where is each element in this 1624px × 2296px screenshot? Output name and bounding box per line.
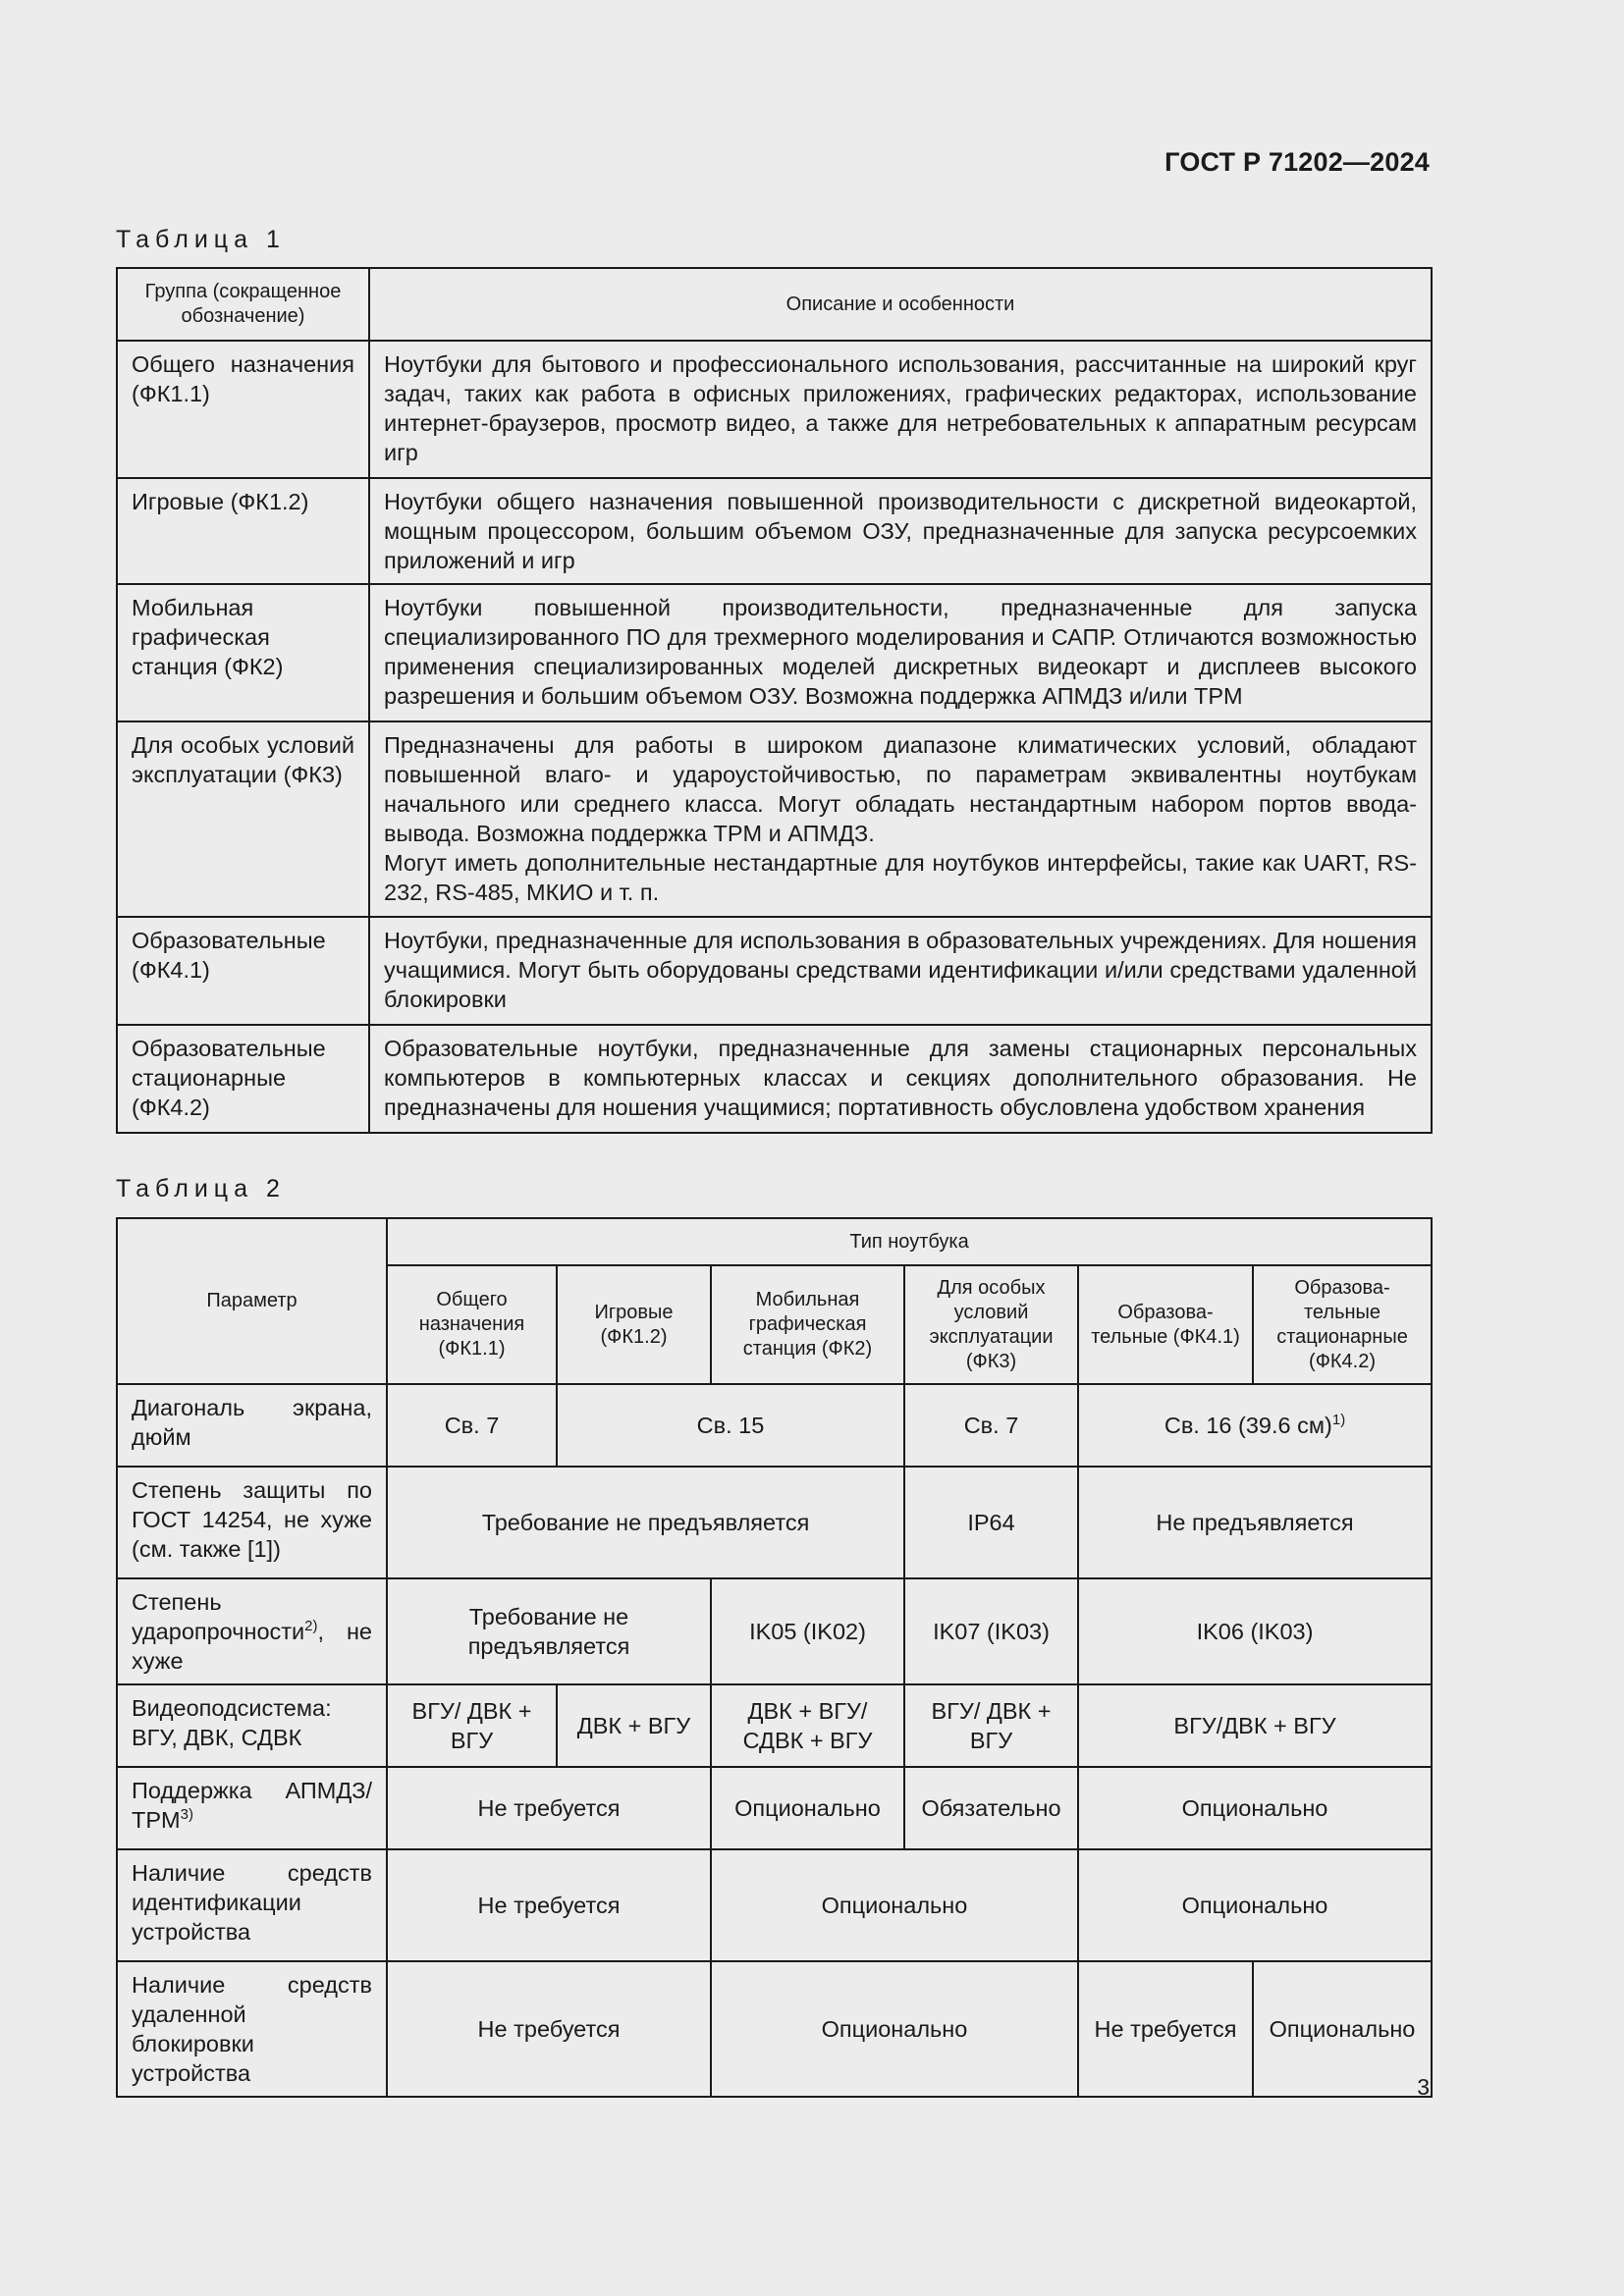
value-cell: Опционально bbox=[711, 1767, 904, 1849]
value-cell: Св. 7 bbox=[904, 1384, 1078, 1467]
value-cell: Обязательно bbox=[904, 1767, 1078, 1849]
parameter-cell: Степень защиты по ГОСТ 14254, не хуже (см. также [1]) bbox=[117, 1467, 387, 1578]
table2-header-row bbox=[117, 1218, 1432, 1265]
table1-caption: Таблица 1 bbox=[116, 226, 286, 253]
value-cell: IP64 bbox=[904, 1467, 1078, 1578]
value-cell: Не требуется bbox=[387, 1849, 711, 1961]
description-paragraph: Могут иметь дополнительные нестандартные для ноутбуков интерфейсы, такие как UART, RS-232, RS-485, МКИО и т. п. bbox=[384, 850, 1417, 905]
value-cell: IK05 (IK02) bbox=[711, 1578, 904, 1684]
type-header-fk3: Для особых условий эксплуатации (ФК3) bbox=[904, 1265, 1078, 1384]
table-row bbox=[117, 1684, 1432, 1767]
parameter-cell bbox=[117, 1767, 387, 1849]
value-text: Св. 16 (39.6 см) bbox=[1164, 1413, 1332, 1438]
page-number: 3 bbox=[1417, 2074, 1430, 2100]
type-header-fk11: Общего назначения (ФК1.1) bbox=[387, 1265, 557, 1384]
table2-header-parameter: Параметр bbox=[117, 1218, 387, 1384]
table-row bbox=[117, 1025, 1432, 1133]
parameter-text: , не хуже bbox=[132, 1619, 372, 1674]
value-cell: Не предъявляется bbox=[1078, 1467, 1432, 1578]
table1-header-description: Описание и особенности bbox=[369, 268, 1432, 341]
type-header-fk41: Образова-тельные (ФК4.1) bbox=[1078, 1265, 1253, 1384]
value-cell: IK07 (IK03) bbox=[904, 1578, 1078, 1684]
table-row bbox=[117, 341, 1432, 478]
value-cell: Св. 15 bbox=[557, 1384, 904, 1467]
value-cell: Требование не предъявляется bbox=[387, 1578, 711, 1684]
description-cell: Ноутбуки для бытового и профессионального использования, рассчитанные на широкий круг задач, таких как работа в офисных приложениях, графических редакторах, использование интернет-браузеров, просмотр видео, а также для нетребовательных к аппаратным ресурсам игр bbox=[369, 341, 1432, 478]
value-cell: ДВК + ВГУ/ СДВК + ВГУ bbox=[711, 1684, 904, 1767]
table-row bbox=[117, 721, 1432, 917]
table-row bbox=[117, 1384, 1432, 1467]
value-cell: ДВК + ВГУ bbox=[557, 1684, 711, 1767]
footnote-marker: 1) bbox=[1331, 1412, 1346, 1429]
table-row bbox=[117, 1467, 1432, 1578]
group-cell: Общего назначения (ФК1.1) bbox=[117, 341, 369, 478]
description-cell: Ноутбуки общего назначения повышенной производительности с дискретной видеокартой, мощным процессором, большим объемом ОЗУ, предназначенные для запуска ресурсоемких приложений и игр bbox=[369, 478, 1432, 584]
value-cell: ВГУ/ДВК + ВГУ bbox=[1078, 1684, 1432, 1767]
parameter-text: Поддержка АПМДЗ/ TPM bbox=[132, 1778, 372, 1833]
parameter-cell: Диагональ экрана, дюйм bbox=[117, 1384, 387, 1467]
table2 bbox=[116, 1217, 1433, 2098]
value-cell: ВГУ/ ДВК + ВГУ bbox=[904, 1684, 1078, 1767]
group-cell: Мобильная графическая станция (ФК2) bbox=[117, 584, 369, 721]
value-cell: Не требуется bbox=[1078, 1961, 1253, 2097]
table1-header-row bbox=[117, 268, 1432, 341]
value-cell: Не требуется bbox=[387, 1961, 711, 2097]
value-cell: Не требуется bbox=[387, 1767, 711, 1849]
value-cell bbox=[1078, 1384, 1432, 1467]
footnote-marker: 3) bbox=[180, 1806, 193, 1824]
description-cell: Ноутбуки повышенной производительности, предназначенные для запуска специализированного ПО для трехмерного моделирования и САПР. Отличаются возможностью применения специализированных моделей дискретных видеокарт и дисплеев высокого разрешения и большим объемом ОЗУ. Возможна поддержка АПМДЗ и/или TPM bbox=[369, 584, 1432, 721]
group-cell: Образовательные стационарные (ФК4.2) bbox=[117, 1025, 369, 1133]
table-row bbox=[117, 584, 1432, 721]
group-cell: Образовательные (ФК4.1) bbox=[117, 917, 369, 1025]
parameter-text: Степень ударопрочности bbox=[132, 1589, 305, 1644]
value-cell: Св. 7 bbox=[387, 1384, 557, 1467]
value-cell: Опционально bbox=[711, 1961, 1078, 2097]
value-cell: Опционально bbox=[1078, 1767, 1432, 1849]
description-cell bbox=[369, 721, 1432, 917]
table2-header-type: Тип ноутбука bbox=[387, 1218, 1432, 1265]
type-header-fk42: Образова-тельные стационарные (ФК4.2) bbox=[1253, 1265, 1432, 1384]
parameter-cell: Наличие средств удаленной блокировки устройства bbox=[117, 1961, 387, 2097]
parameter-cell: Наличие средств идентификации устройства bbox=[117, 1849, 387, 1961]
type-header-fk2: Мобильная графическая станция (ФК2) bbox=[711, 1265, 904, 1384]
group-cell: Для особых условий эксплуатации (ФК3) bbox=[117, 721, 369, 917]
table-row bbox=[117, 478, 1432, 584]
value-cell: Опционально bbox=[1078, 1849, 1432, 1961]
value-cell: ВГУ/ ДВК + ВГУ bbox=[387, 1684, 557, 1767]
value-cell: Опционально bbox=[1253, 1961, 1432, 2097]
value-cell: Опционально bbox=[711, 1849, 1078, 1961]
table-row bbox=[117, 1849, 1432, 1961]
table-row bbox=[117, 917, 1432, 1025]
parameter-cell bbox=[117, 1578, 387, 1684]
table1 bbox=[116, 267, 1433, 1134]
standard-designation: ГОСТ Р 71202—2024 bbox=[1164, 147, 1430, 177]
table-row bbox=[117, 1578, 1432, 1684]
value-cell: Требование не предъявляется bbox=[387, 1467, 904, 1578]
table2-caption: Таблица 2 bbox=[116, 1175, 286, 1202]
footnote-marker: 2) bbox=[304, 1618, 318, 1635]
table-row bbox=[117, 1767, 1432, 1849]
description-cell: Образовательные ноутбуки, предназначенные для замены стационарных персональных компьютеров в компьютерных классах и секциях дополнительного образования. Не предназначены для ношения учащимися; портативность обусловлена удобством хранения bbox=[369, 1025, 1432, 1133]
group-cell: Игровые (ФК1.2) bbox=[117, 478, 369, 584]
value-cell: IK06 (IK03) bbox=[1078, 1578, 1432, 1684]
table-row bbox=[117, 1961, 1432, 2097]
description-cell: Ноутбуки, предназначенные для использования в образовательных учреждениях. Для ношения учащимися. Могут быть оборудованы средствами идентификации и/или средствами удаленной блокировки bbox=[369, 917, 1432, 1025]
table1-header-group: Группа (сокращенное обозначение) bbox=[117, 268, 369, 341]
parameter-cell: Видеоподсистема: ВГУ, ДВК, СДВК bbox=[117, 1684, 387, 1767]
type-header-fk12: Игровые (ФК1.2) bbox=[557, 1265, 711, 1384]
description-paragraph: Предназначены для работы в широком диапазоне климатических условий, обладают повышенной влаго- и удароустойчивостью, по параметрам эквивалентны ноутбукам начального или среднего класса. Могут обладать нестандартным набором портов ввода-вывода. Возможна поддержка TPM и АПМДЗ. bbox=[384, 732, 1417, 846]
